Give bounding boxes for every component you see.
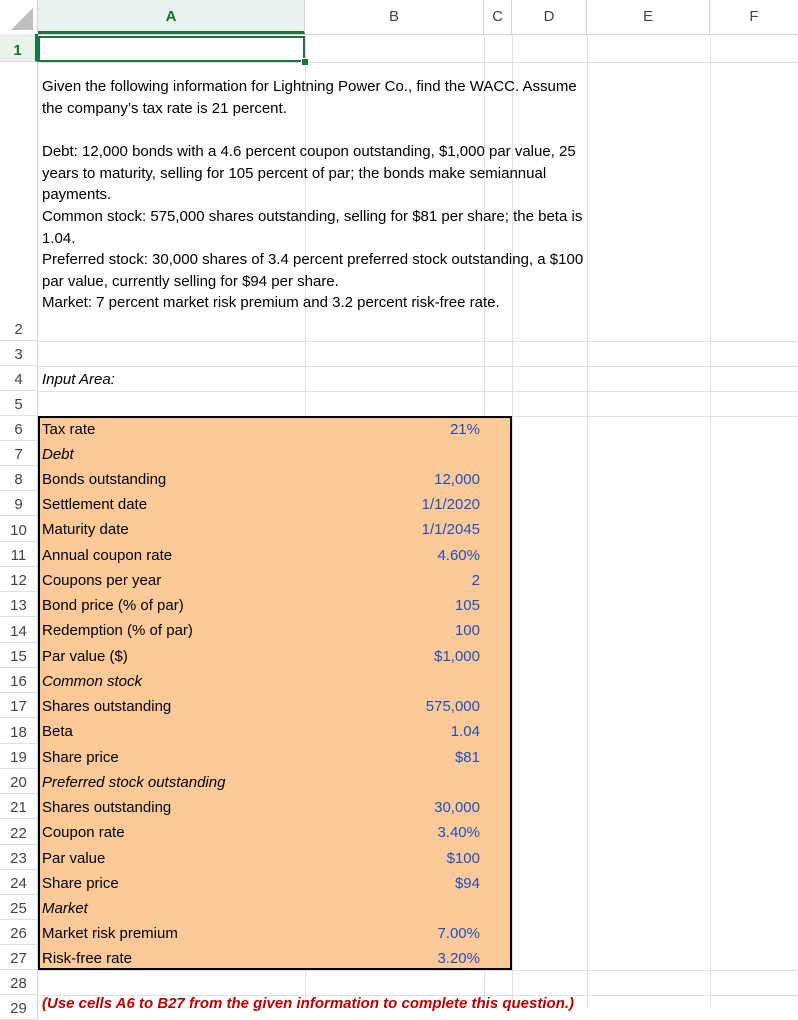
row-header-7[interactable]: 7 (0, 441, 38, 466)
section-label-debt[interactable]: Debt (42, 446, 74, 463)
gridline (38, 341, 798, 342)
active-cell-a1[interactable] (38, 36, 305, 62)
row-header-3[interactable]: 3 (0, 341, 38, 366)
input-label[interactable]: Par value ($) (42, 648, 128, 665)
input-area-label[interactable]: Input Area: (42, 371, 115, 388)
input-value[interactable]: 3.20% (437, 950, 480, 967)
instruction-note[interactable]: (Use cells A6 to B27 from the given information to complete this question.) (42, 995, 575, 1012)
gridline (38, 970, 798, 971)
input-label[interactable]: Coupons per year (42, 572, 162, 589)
input-value[interactable]: 12,000 (434, 471, 480, 488)
input-value[interactable]: 1/1/2020 (421, 496, 480, 513)
input-label[interactable]: Beta (42, 723, 73, 740)
row-header-1[interactable]: 1 (0, 34, 38, 62)
description-preferred-stock: Preferred stock: 30,000 shares of 3.4 percent preferred stock outstanding, a $100 par value, currently selling for $94 per share. (42, 251, 584, 290)
gridline (710, 34, 711, 1008)
select-all-triangle-icon (11, 8, 33, 30)
row-header-14[interactable]: 14 (0, 617, 38, 643)
row-header-10[interactable]: 10 (0, 516, 38, 542)
input-value[interactable]: 100 (454, 622, 480, 639)
row-header-5[interactable]: 5 (0, 391, 38, 416)
input-label[interactable]: Settlement date (42, 496, 148, 513)
select-all-corner[interactable] (0, 0, 38, 34)
row-header-29[interactable]: 29 (0, 995, 38, 1020)
description-debt: Debt: 12,000 bonds with a 4.6 percent coupon outstanding, $1,000 par value, 25 years to maturity, selling for 105 percent of par; the bonds make semiannual payments. (42, 143, 576, 204)
input-label[interactable]: Redemption (% of par) (42, 622, 193, 639)
column-header-f[interactable]: F (749, 8, 759, 25)
input-label[interactable]: Share price (42, 875, 119, 892)
gridline (38, 391, 798, 392)
row-header-23[interactable]: 23 (0, 845, 38, 870)
description-common-stock: Common stock: 575,000 shares outstanding, selling for $81 per share; the beta is 1.04. (42, 207, 583, 247)
input-label[interactable]: Maturity date (42, 521, 129, 538)
fill-handle[interactable] (301, 58, 309, 66)
input-label[interactable]: Par value (42, 850, 106, 867)
input-value[interactable]: 3.40% (437, 824, 480, 841)
row-header-19[interactable]: 19 (0, 744, 38, 769)
input-label[interactable]: Risk-free rate (42, 950, 133, 967)
input-label[interactable]: Bonds outstanding (42, 471, 167, 488)
input-value[interactable]: 4.60% (437, 547, 480, 564)
column-header-bar (0, 0, 798, 35)
input-value[interactable]: 1/1/2045 (421, 521, 480, 538)
row-header-12[interactable]: 12 (0, 567, 38, 592)
input-value[interactable]: 105 (454, 597, 480, 614)
column-header-d[interactable]: D (512, 0, 587, 34)
row-header-25[interactable]: 25 (0, 895, 38, 920)
column-header-b[interactable]: B (305, 0, 484, 34)
row-header-11[interactable]: 11 (0, 542, 38, 567)
input-label[interactable]: Market risk premium (42, 925, 178, 942)
row-header-21[interactable]: 21 (0, 794, 38, 819)
row-header-28[interactable]: 28 (0, 970, 38, 995)
input-label[interactable]: Shares outstanding (42, 698, 172, 715)
input-value[interactable]: $1,000 (434, 648, 480, 665)
input-value[interactable]: 2 (471, 572, 480, 589)
column-header-c[interactable]: C (484, 0, 512, 34)
row-header-2[interactable]: 2 (0, 62, 38, 341)
row-header-26[interactable]: 26 (0, 920, 38, 945)
row-header-16[interactable]: 16 (0, 668, 38, 693)
row-header-17[interactable]: 17 (0, 693, 38, 718)
row-header-13[interactable]: 13 (0, 592, 38, 617)
problem-description[interactable] (42, 76, 587, 314)
input-value[interactable]: 1.04 (450, 723, 480, 740)
row-header-20[interactable]: 20 (0, 769, 38, 794)
row-header-4[interactable]: 4 (0, 366, 38, 391)
gridline (587, 34, 588, 1008)
input-label[interactable]: Tax rate (42, 421, 96, 438)
row-header-9[interactable]: 9 (0, 491, 38, 516)
row-header-8[interactable]: 8 (0, 466, 38, 491)
input-value[interactable]: $100 (446, 850, 480, 867)
row-header-15[interactable]: 15 (0, 643, 38, 668)
input-value[interactable]: 21% (449, 421, 480, 438)
input-value[interactable]: 30,000 (434, 799, 480, 816)
section-label-preferred-stock[interactable]: Preferred stock outstanding (42, 774, 226, 791)
input-label[interactable]: Share price (42, 749, 119, 766)
input-label[interactable]: Annual coupon rate (42, 547, 173, 564)
description-intro: Given the following information for Lightning Power Co., find the WACC. Assume the company’s tax rate is 21 percent. (42, 78, 577, 117)
row-header-27[interactable]: 27 (0, 945, 38, 970)
row-header-24[interactable]: 24 (0, 870, 38, 895)
input-value[interactable]: $94 (454, 875, 480, 892)
input-label[interactable]: Coupon rate (42, 824, 125, 841)
description-market: Market: 7 percent market risk premium and 3.2 percent risk-free rate. (42, 294, 500, 312)
input-value[interactable]: 7.00% (437, 925, 480, 942)
input-label[interactable]: Shares outstanding (42, 799, 172, 816)
gridline (38, 366, 798, 367)
gridline (38, 62, 798, 63)
row-header-22[interactable]: 22 (0, 819, 38, 845)
section-label-market[interactable]: Market (42, 900, 88, 917)
section-label-common-stock[interactable]: Common stock (42, 673, 143, 690)
column-header-e[interactable]: E (587, 0, 710, 34)
input-value[interactable]: 575,000 (425, 698, 480, 715)
row-header-6[interactable]: 6 (0, 416, 38, 441)
row-header-18[interactable]: 18 (0, 718, 38, 744)
column-header-a[interactable]: A (38, 0, 305, 34)
input-label[interactable]: Bond price (% of par) (42, 597, 184, 614)
input-value[interactable]: $81 (454, 749, 480, 766)
